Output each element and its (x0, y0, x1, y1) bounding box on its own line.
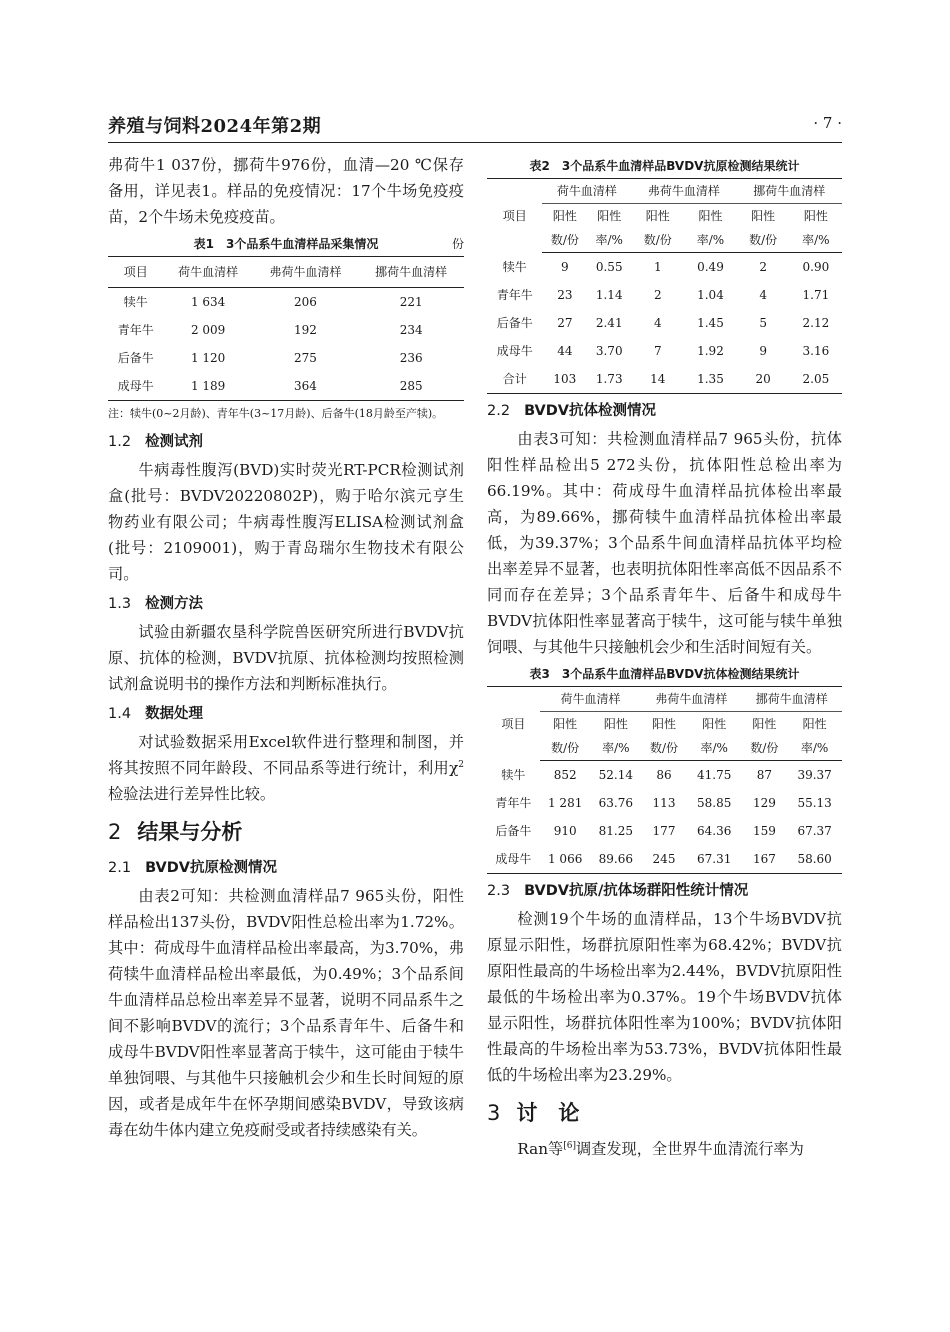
table-cell: 44 (557, 344, 573, 358)
table3-subheader: 阳性 (802, 717, 827, 731)
table-cell: 27 (557, 316, 573, 330)
table2-group-header: 挪荷牛血清样 (737, 179, 842, 204)
left-column (108, 152, 464, 1143)
section-title: BVDV抗原检测情况 (145, 860, 278, 876)
table-cell: 1.35 (697, 372, 724, 386)
table-row (487, 845, 842, 874)
table-cell: 犊牛 (123, 295, 148, 309)
section-number: 1.4 (108, 706, 132, 722)
table-row (487, 817, 842, 845)
table3-group-header: 挪荷牛血清样 (742, 687, 842, 712)
table-cell: 129 (752, 796, 776, 810)
table3-item-header: 项目 (501, 716, 526, 731)
table-cell: 2.05 (802, 372, 830, 386)
table3-subheader: 阳性 (603, 717, 628, 731)
paragraph-2-1: 由表2可知：共检测血清样品7 965头份，阳性样品检出137头份，BVDV阳性总检出率为1.72%。其中：荷成母牛血清样品检出率最高，为3.70%，弗荷犊牛血清样品检出率最低，为0.49%；3个品系间牛血清样品总检出率差异不显著，说明不同品系牛之间不影响BVDV的流行；3个品系青年牛、后备牛和成母牛BVDV阳性率显著高于犊牛，这可能由于犊牛单独饲喂、与其他牛只接触机会少和生长时间短的原因，或者是成年牛在怀孕期间感染BVDV，导致该病毒在幼牛体内建立免疫耐受或者持续感染有关。 (108, 887, 464, 1139)
table3-subheader: 阳性 (702, 717, 727, 731)
table-cell: 成母牛 (495, 852, 532, 866)
table-cell: 3.16 (802, 344, 830, 358)
table-row (108, 372, 464, 401)
table-row (487, 309, 842, 337)
paragraph-text: 调查发现，全世界牛血清流行率为 (575, 1140, 804, 1158)
table-cell: 合计 (502, 372, 527, 386)
table-cell: 245 (652, 852, 676, 866)
table-cell: 41.75 (697, 768, 732, 782)
table-cell: 177 (652, 824, 676, 838)
table3-subheader: 阳性 (752, 717, 777, 731)
journal-title: 养殖与饲料2024年第2期 (108, 116, 322, 137)
table1-unit: 份 (451, 237, 464, 251)
table-cell: 1.73 (595, 372, 623, 386)
table3-subheader: 数/份 (641, 736, 687, 761)
paragraph-1-4 (108, 729, 464, 807)
table-cell: 1 281 (547, 796, 583, 810)
table-cell: 55.13 (797, 796, 832, 810)
table-row (108, 288, 464, 317)
table-cell: 后备牛 (117, 351, 154, 365)
table1-title: 表1 3个品系牛血清样品采集情况 (193, 237, 379, 251)
section-title: 检测试剂 (145, 434, 204, 450)
paragraph-1-3: 试验由新疆农垦科学院兽医研究所进行BVDV抗原、抗体的检测，BVDV抗原、抗体检测均按照检测试剂盒说明书的操作方法和判断标准执行。 (108, 623, 464, 693)
section-title: 数据处理 (145, 706, 204, 722)
table-row (487, 789, 842, 817)
section-heading-1-2 (108, 429, 464, 455)
table-cell: 275 (294, 351, 317, 365)
table-cell: 58.60 (797, 852, 832, 866)
table-cell: 103 (553, 372, 577, 386)
paragraph-2-2: 由表3可知：共检测血清样品7 965头份，抗体阳性样品检出5 272头份，抗体阳性总检出率为66.19%。其中：荷成母牛血清样品抗体检出率最高，为89.66%，挪荷犊牛血清样品抗体检出率最低，为39.37%；3个品系牛间血清样品抗体平均检出率差异不显著，也表明抗体阳性率高低不因品系不同而存在差异；3个品系青年牛、后备牛和成母牛BVDV抗体阳性率显著高于犊牛，这可能与犊牛单独饲喂、与其他牛只接触机会少和生活时间短有关。 (487, 430, 842, 656)
table-cell: 犊牛 (502, 259, 527, 274)
table3-subheader: 阳性 (553, 717, 578, 731)
table-cell: 23 (557, 288, 573, 302)
table-cell: 青年牛 (496, 288, 533, 302)
table3-subheader: 数/份 (742, 736, 788, 761)
table2-group-header: 弗荷牛血清样 (631, 179, 736, 204)
table2-subheader: 阳性 (803, 209, 828, 223)
section-heading-1-3 (108, 591, 464, 617)
table1-note: 注：犊牛(0~2月龄)、青年牛(3~17月龄)、后备牛(18月龄至产犊)。 (108, 407, 444, 420)
table2-subheader: 阳性 (552, 209, 577, 223)
table-cell: 4 (759, 288, 767, 302)
table1-header: 挪荷牛血清样 (358, 257, 464, 288)
page-number: · 7 · (813, 114, 842, 132)
section-number: 1.3 (108, 596, 132, 612)
paragraph-1-2: 牛病毒性腹泻(BVD)实时荧光RT-PCR检测试剂盒(批号：BVDV20220802P)，购于哈尔滨元亨生物药业有限公司；牛病毒性腹泻ELISA检测试剂盒(批号：2109001)，购于青岛瑞尔生物技术有限公司。 (108, 461, 464, 583)
table-row (487, 337, 842, 365)
table-cell: 1 189 (190, 379, 226, 393)
table-cell: 1.04 (697, 288, 724, 302)
table-cell: 113 (652, 796, 676, 810)
table2-subheader: 阳性 (698, 209, 723, 223)
table-cell: 86 (656, 768, 672, 782)
table2-subheader: 阳性 (751, 209, 776, 223)
superscript: 2 (458, 759, 464, 770)
table2-subheader: 率/% (684, 228, 736, 253)
table-cell: 234 (399, 323, 423, 337)
table-cell: 89.66 (598, 852, 633, 866)
table-row (487, 281, 842, 309)
table-cell: 1 (653, 260, 662, 274)
table-cell: 0.90 (802, 260, 830, 274)
table-cell: 9 (759, 344, 767, 358)
table-cell: 成母牛 (496, 344, 533, 358)
table-cell: 1 066 (547, 852, 583, 866)
table-cell: 2.41 (595, 316, 623, 330)
table-cell: 1 120 (190, 351, 226, 365)
paragraph-2-3: 检测19个牛场的血清样品，13个牛场BVDV抗原显示阳性，场群抗原阳性率为68.42%；BVDV抗原阳性最高的牛场检出率为2.44%，BVDV抗原阳性最低的牛场检出率为0.37%。19个牛场BVDV抗体显示阳性，场群抗体阳性率为100%；BVDV抗体阳性最高的牛场检出率为53.73%，BVDV抗体阳性最低的牛场检出率为23.29%。 (487, 910, 842, 1084)
table1-header: 项目 (108, 257, 164, 288)
table-cell: 1 634 (190, 295, 226, 309)
table2-subheader: 数/份 (631, 228, 684, 253)
table1 (108, 256, 464, 401)
table-cell: 58.85 (697, 796, 732, 810)
table-cell: 0.49 (697, 260, 724, 274)
table-cell: 64.36 (697, 824, 732, 838)
table3-caption: 表3 3个品系牛血清样品BVDV抗体检测结果统计 (529, 667, 800, 681)
table-cell: 2 009 (190, 323, 226, 337)
table-cell: 206 (294, 295, 317, 309)
table-cell: 5 (759, 316, 767, 330)
table-row (487, 253, 842, 282)
table-cell: 63.76 (598, 796, 633, 810)
table-cell: 1.92 (697, 344, 724, 358)
table-cell: 167 (752, 852, 776, 866)
section-title: BVDV抗原/抗体场群阳性统计情况 (524, 883, 749, 899)
section-number: 2 (108, 820, 122, 844)
table-cell: 192 (294, 323, 317, 337)
table-cell: 52.14 (598, 768, 633, 782)
table-cell: 14 (650, 372, 666, 386)
table2-caption: 表2 3个品系牛血清样品BVDV抗原检测结果统计 (529, 159, 800, 173)
table2 (487, 178, 842, 394)
section-number: 2.3 (487, 883, 511, 899)
table-cell: 39.37 (797, 768, 832, 782)
paragraph-text: Ran等 (517, 1140, 564, 1158)
section-number: 3 (487, 1101, 501, 1125)
section-heading-1-4 (108, 701, 464, 727)
table-cell: 青年牛 (117, 323, 154, 337)
section-title: 检测方法 (145, 596, 204, 612)
table-cell: 9 (561, 260, 569, 274)
intro-paragraph: 弗荷牛1 037份，挪荷牛976份，血清—20 ℃保存备用，详见表1。样品的免疫情况：17个牛场免疫疫苗，2个牛场未免疫疫苗。 (108, 156, 464, 226)
table3-subheader: 率/% (687, 736, 742, 761)
table-cell: 81.25 (598, 824, 633, 838)
table2-group-header: 荷牛血清样 (542, 179, 631, 204)
table2-subheader: 率/% (790, 228, 842, 253)
table-cell: 3.70 (595, 344, 623, 358)
table-cell: 87 (756, 768, 773, 782)
table3 (487, 686, 842, 874)
reference-marker: [6] (563, 1140, 576, 1151)
table2-subheader: 率/% (587, 228, 631, 253)
table-cell: 1.45 (697, 316, 724, 330)
table-row (487, 365, 842, 394)
section-title: 结果与分析 (137, 820, 243, 844)
table1-header: 弗荷牛血清样 (253, 257, 359, 288)
table1-header: 荷牛血清样 (164, 257, 253, 288)
table-row (487, 761, 842, 790)
table-cell: 852 (553, 768, 577, 782)
table-cell: 2 (653, 288, 662, 302)
table-cell: 221 (399, 295, 423, 309)
table2-item-header: 项目 (502, 208, 527, 223)
table-cell: 1.71 (802, 288, 830, 302)
table3-subheader: 率/% (591, 736, 642, 761)
section-heading-2-1 (108, 855, 464, 881)
paragraph-text: 检验法进行差异性比较。 (108, 785, 276, 803)
table-cell: 犊牛 (501, 767, 526, 782)
section-number: 2.1 (108, 860, 132, 876)
table-cell: 0.55 (595, 260, 623, 274)
section-heading-3 (487, 1098, 842, 1128)
table-cell: 7 (653, 344, 662, 358)
table-cell: 后备牛 (496, 316, 533, 330)
table3-subheader: 率/% (787, 736, 842, 761)
table-row (108, 344, 464, 372)
section-number: 2.2 (487, 403, 511, 419)
table-cell: 364 (294, 379, 317, 393)
section-heading-2-3 (487, 878, 842, 904)
table-row (108, 316, 464, 344)
section-heading-2-2 (487, 398, 842, 424)
table2-subheader: 阳性 (597, 209, 622, 223)
paragraph-3 (487, 1136, 842, 1162)
table-cell: 236 (399, 351, 423, 365)
table2-subheader: 阳性 (645, 209, 670, 223)
right-column (487, 152, 842, 1162)
section-title: 讨 论 (516, 1101, 580, 1125)
table-cell: 青年牛 (495, 796, 532, 810)
table-cell: 67.31 (697, 852, 732, 866)
table3-group-header: 弗荷牛血清样 (641, 687, 741, 712)
section-title: BVDV抗体检测情况 (524, 403, 657, 419)
table-cell: 成母牛 (117, 379, 154, 393)
table-cell: 4 (653, 316, 662, 330)
table-cell: 1.14 (595, 288, 623, 302)
table3-group-header: 荷牛血清样 (540, 687, 641, 712)
table3-subheader: 数/份 (540, 736, 591, 761)
table-cell: 159 (752, 824, 776, 838)
table-cell: 20 (755, 372, 771, 386)
table-cell: 67.37 (797, 824, 832, 838)
running-header (108, 108, 842, 143)
table2-subheader: 数/份 (737, 228, 790, 253)
table-cell: 2 (759, 260, 767, 274)
table-cell: 2.12 (802, 316, 830, 330)
table3-subheader: 阳性 (651, 717, 676, 731)
table-cell: 910 (553, 824, 577, 838)
table-cell: 后备牛 (495, 824, 532, 838)
paragraph-text: 对试验数据采用Excel软件进行整理和制图，并将其按照不同年龄段、不同品系等进行统计，利用χ (108, 733, 464, 777)
table1-caption (108, 234, 464, 254)
table2-subheader: 数/份 (542, 228, 587, 253)
section-number: 1.2 (108, 434, 132, 450)
table-cell: 285 (399, 379, 423, 393)
section-heading-2 (108, 817, 464, 847)
